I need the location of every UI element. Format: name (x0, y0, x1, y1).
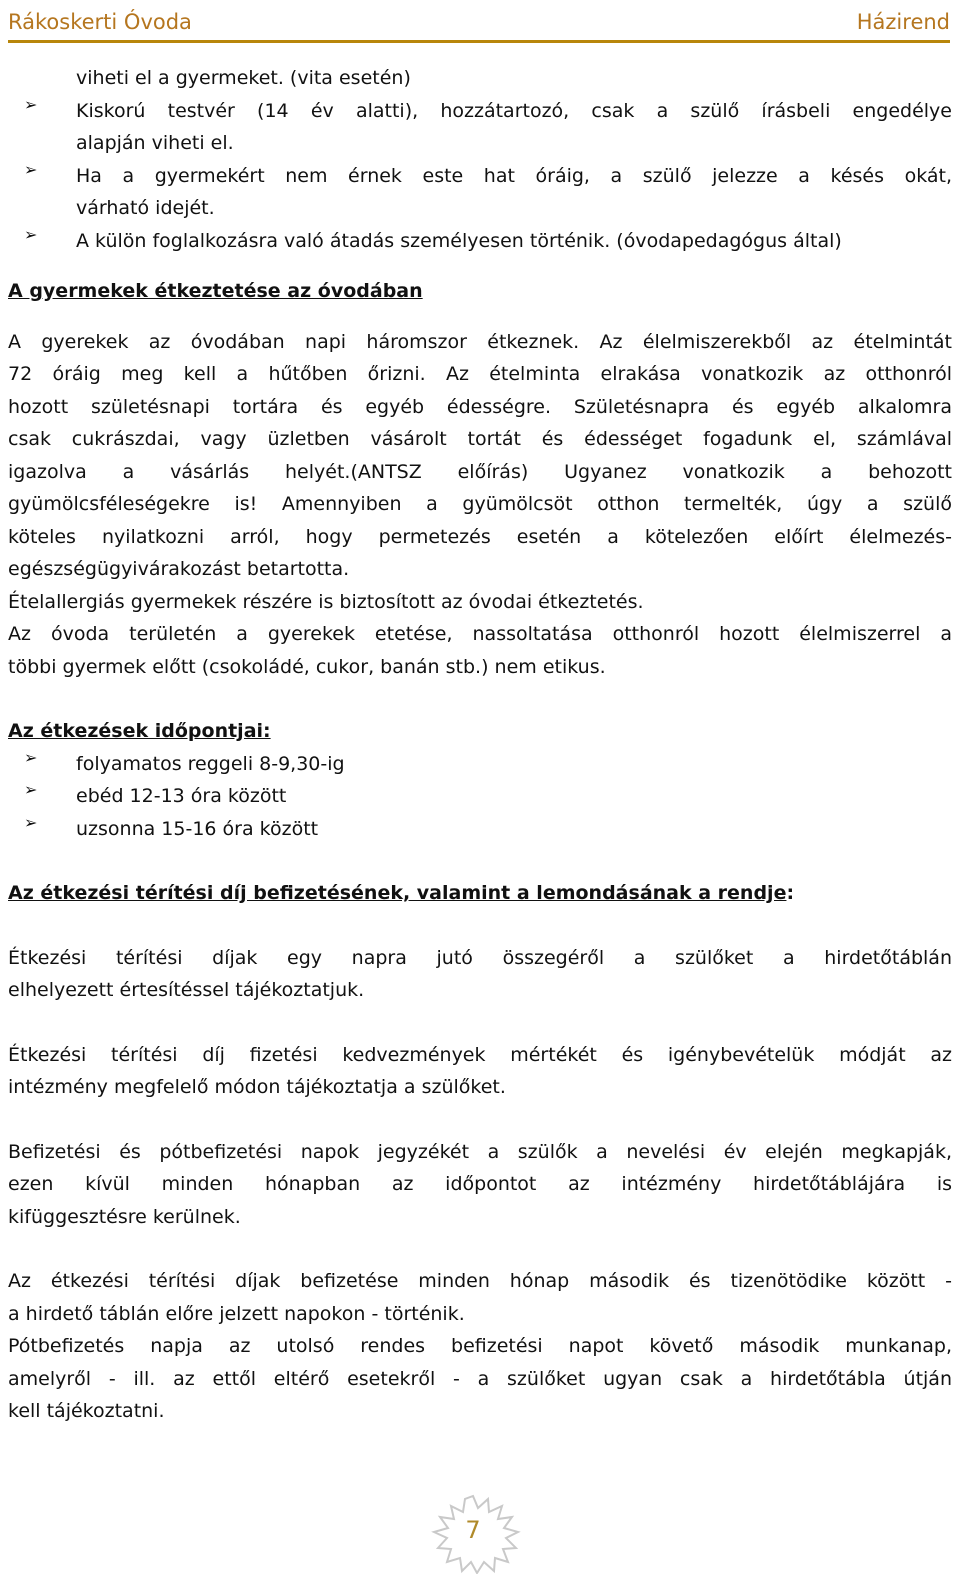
page-number: 7 (465, 1516, 481, 1544)
section-heading-fees-row (8, 877, 952, 910)
arrow-bullet-icon: ➢ (24, 747, 38, 767)
paragraph-line: Befizetési és pótbefizetési napok jegyzékét a szülők a nevelési év elején megkapják, (8, 1140, 952, 1163)
paragraph-line: 72 óráig meg kell a hűtőben őrizni. Az ételminta elrakása vonatkozik az otthonról (8, 363, 952, 385)
paragraph-line: csak cukrászdai, vagy üzletben vásárolt tortát és édességet fogadunk el, számlával (8, 428, 952, 450)
fees-paragraph-3 (8, 1136, 952, 1234)
paragraph-line: A gyerekek az óvodában napi háromszor étkeznek. Az élelmiszerekből az ételmintát (8, 330, 952, 353)
heading-colon: : (786, 882, 795, 904)
header-school-name: Rákoskerti Óvoda (8, 10, 192, 34)
paragraph-line: amelyről - ill. az ettől eltérő esetekről - a szülőket ugyan csak a hirdetőtábla útján (8, 1367, 952, 1390)
arrow-bullet-icon: ➢ (24, 159, 38, 179)
paragraph-line: egészségügyivárakozást betartotta. (8, 558, 350, 580)
arrow-bullet-icon: ➢ (24, 94, 38, 114)
list-item-text: Ha a gyermekért nem érnek este hat óráig, a szülő jelezze a késés okát, (76, 164, 952, 187)
paragraph-line: ezen kívül minden hónapban az időpontot az intézmény hirdetőtáblájára is (8, 1173, 952, 1195)
meal-time-item: folyamatos reggeli 8-9,30-ig (76, 752, 345, 775)
fees-paragraph-1 (8, 942, 952, 1007)
paragraph-line: kifüggesztésre kerülnek. (8, 1205, 241, 1228)
fees-paragraph-2 (8, 1039, 952, 1104)
section-heading-fees: Az étkezési térítési díj befizetésének, valamint a lemondásának a rendje (8, 882, 787, 904)
section-heading-meal-times: Az étkezések időpontjai: (8, 720, 271, 742)
arrow-bullet-icon: ➢ (24, 224, 38, 244)
header-document-title: Házirend (856, 10, 950, 34)
list-item (8, 780, 952, 813)
section-heading-catering: A gyermekek étkeztetése az óvodában (8, 280, 423, 302)
list-item-text-cont: alapján viheti el. (76, 132, 234, 154)
list-item (8, 813, 952, 846)
list-item-text-cont: várható idejét. (76, 197, 215, 219)
list-item (8, 160, 952, 225)
arrow-bullet-icon: ➢ (24, 812, 38, 832)
page-header (8, 6, 950, 43)
paragraph-line: igazolva a vásárlás helyét.(ANTSZ előírás) Ugyanez vonatkozik a behozott (8, 460, 952, 483)
continuation-line: viheti el a gyermeket. (vita esetén) (76, 67, 411, 89)
paragraph-line: Étkezési térítési díjak egy napra jutó összegéről a szülőket a hirdetőtáblán (8, 946, 952, 969)
paragraph-line: gyümölcsféleségekre is! Amennyiben a gyümölcsöt otthon termelték, úgy a szülő (8, 493, 952, 515)
feeding-line: többi gyermek előtt (csokoládé, cukor, banán stb.) nem etikus. (8, 655, 606, 678)
paragraph-line: hozott születésnapi tortára és egyéb édességre. Születésnapra és egyéb alkalomra (8, 395, 952, 418)
list-item-text: Kiskorú testvér (14 év alatti), hozzátartozó, csak a szülő írásbeli engedélye (76, 99, 952, 122)
meal-time-item: uzsonna 15-16 óra között (76, 817, 319, 840)
fees-paragraph-4 (8, 1265, 952, 1428)
document-body (8, 62, 952, 1428)
list-item (8, 748, 952, 781)
paragraph-line: a hirdető táblán előre jelzett napokon - történik. (8, 1302, 465, 1325)
page-number-badge (424, 1494, 522, 1574)
arrow-bullet-icon: ➢ (24, 780, 38, 799)
list-item (8, 95, 952, 160)
meal-time-item: ebéd 12-13 óra között (76, 785, 287, 807)
paragraph-line: Pótbefizetés napja az utolsó rendes befizetési napot követő második munkanap, (8, 1335, 952, 1357)
paragraph-line: kell tájékoztatni. (8, 1400, 165, 1422)
paragraph-line: Az étkezési térítési díjak befizetése minden hónap második és tizenötödike között - (8, 1270, 952, 1292)
feeding-line: Az óvoda területén a gyerekek etetése, nassoltatása otthonról hozott élelmiszerrel a (8, 623, 952, 645)
paragraph-line: elhelyezett értesítéssel tájékoztatjuk. (8, 979, 365, 1001)
allergy-line: Ételallergiás gyermekek részére is biztosított az óvodai étkeztetés. (8, 590, 644, 613)
paragraph-line: köteles nyilatkozni arról, hogy permetezés esetén a kötelezően előírt élelmezés- (8, 525, 952, 548)
list-item (8, 225, 952, 258)
paragraph-line: intézmény megfelelő módon tájékoztatja a szülőket. (8, 1076, 506, 1098)
catering-paragraph (8, 326, 952, 684)
list-item-text: A külön foglalkozásra való átadás személyesen történik. (óvodapedagógus által) (76, 229, 842, 252)
paragraph-line: Étkezési térítési díj fizetési kedvezmények mértékét és igénybevételük módját az (8, 1043, 952, 1066)
